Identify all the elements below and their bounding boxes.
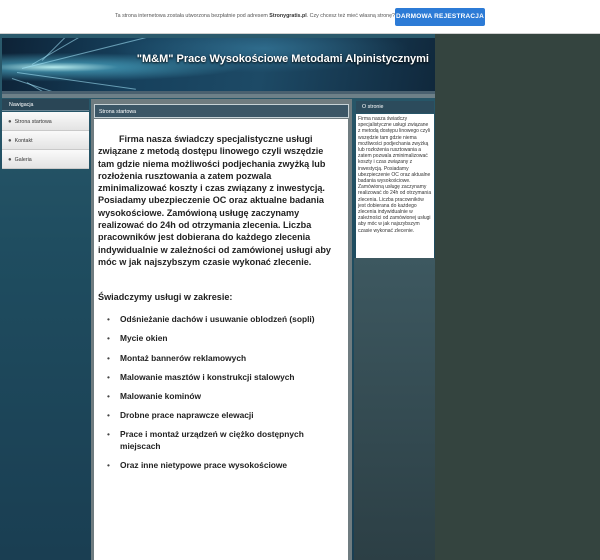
service-item: • Odśnieżanie dachów i usuwanie oblodzeń (sopli) (107, 314, 315, 325)
nav-heading: Nawigacja (2, 99, 89, 111)
nav-item-strona-startowa[interactable]: ● Strona startowa (2, 112, 89, 131)
about-heading: O stronie (356, 101, 434, 113)
service-item: • Malowanie kominów (107, 391, 201, 402)
service-item: • Malowanie masztów i konstrukcji stalowych (107, 371, 295, 382)
promo-site-link[interactable]: Stronygratis.pl (269, 13, 307, 19)
sidebar-background (354, 258, 435, 560)
register-button[interactable]: DARMOWA REJESTRACJA (395, 8, 485, 26)
right-background (435, 34, 600, 560)
service-item: • Oraz inne nietypowe prace wysokościowe (107, 460, 288, 471)
services-lead: Świadczymy usługi w zakresie: (98, 292, 233, 303)
site-title: "M&M" Prace Wysokościowe Metodami Alpinistycznymi (136, 53, 429, 65)
services-list (98, 314, 342, 471)
content-heading: Strona startowa (94, 104, 349, 118)
service-item: • Drobne prace naprawcze elewacji (107, 410, 254, 421)
about-text: Firma nasza świadczy specjalistyczne usługi związane z metodą dostępu linowego czyli wszędzie tam gdzie niema możliwości podjechania zwyżką lub rozłożenia rusztowania a zatem pozwala zminimalizować koszty i czas związany z inwestycją. Posiadamy ubezpieczenie OC oraz aktualne badania wysokościowe. Zamówioną usługę zaczynamy realizować do 24h od otrzymania zlecenia. Liczba pracowników jest dobierana do każdego zlecenia indywidualnie w zależności od zamówionej usługi aby móc w jak najszybszym czasie wykonać zlecenie. (356, 114, 434, 258)
intro-paragraph: Firma nasza świadczy specjalistyczne usługi związane z metodą dostępu linowego czyli wszędzie tam gdzie niema możliwości podjechania zwyżką lub rozłożenia rusztowania a zatem pozwala zminimalizować koszty i czas związany z inwestycją. Posiadamy ubezpieczenie OC oraz aktualne badania wysokościowe. Zamówioną usługę zaczynamy realizować do 24h od otrzymania zlecenia. Liczba pracowników jest dobierana do każdego zlecenia indywidualnie w zależności od zamówionej usługi aby móc w jak najszybszym czasie wykonać zlecenie. (98, 134, 331, 267)
service-item: • Prace i montaż urządzeń w ciężko dostępnych miejscach (107, 429, 304, 451)
promo-bar (0, 0, 600, 34)
navigation-menu (2, 112, 89, 169)
main-content (94, 119, 348, 560)
bullet-icon: ● (8, 157, 12, 163)
bullet-icon: ● (8, 119, 12, 125)
promo-message: Ta strona internetowa została utworzona bezpłatnie pod adresem Stronygratis.pl. Czy chcesz też mieć własną stronę? (115, 13, 396, 19)
header-divider (2, 94, 435, 98)
nav-item-kontakt[interactable]: ● Kontakt (2, 131, 89, 150)
nav-item-galeria[interactable]: ● Galeria (2, 150, 89, 169)
bullet-icon: ● (8, 138, 12, 144)
service-item: • Montaż bannerów reklamowych (107, 352, 247, 363)
site-header (2, 38, 435, 94)
service-item: • Mycie okien (107, 333, 168, 344)
